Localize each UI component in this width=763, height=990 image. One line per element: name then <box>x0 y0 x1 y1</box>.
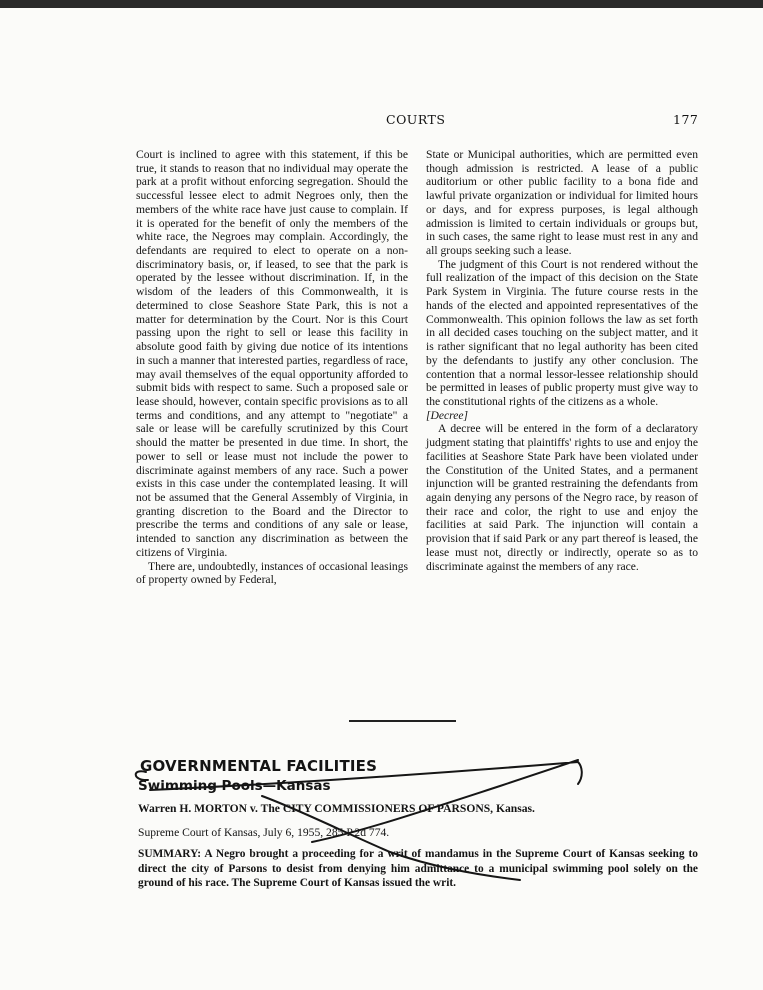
section-subtitle: Swimming Pools—Kansas <box>138 778 331 794</box>
case-title: Warren H. MORTON v. The CITY COMMISSIONERS OF PARSONS, Kansas. <box>138 802 535 815</box>
section-title: GOVERNMENTAL FACILITIES <box>140 757 378 775</box>
left-paragraph-2: There are, undoubtedly, instances of occasional leasings of property owned by Federal, <box>136 559 409 587</box>
right-column <box>426 148 698 573</box>
right-paragraph-3: A decree will be entered in the form of a declaratory judgment stating that plaintiffs' rights to use and enjoy the facilities at Seashore State Park have been violated under the Constitution of the United States, and a permanent injunction will be granted restraining the defendants from again denying any persons of the Negro race, by reason of their race and color, the right to use and enjoy the facilities at said Park. The injunction will contain a provision that if said Park or any part thereof is leased, the lease must not, directly or indirectly, operate so as to discriminate against the members of any race. <box>426 422 698 573</box>
running-header: COURTS <box>386 112 446 127</box>
decree-heading: [Decree] <box>426 408 469 422</box>
left-paragraph-1: Court is inclined to agree with this statement, if this be true, it stands to reason that no individual may operate the park at a profit without enforcing segregation. Should the successful lessee elect to admit Negroes only, then the members of the white race have just cause to complain. If it is operated for the benefit of only the members of the white race, the Negroes may complain. Accordingly, the defendants are required to elect to operate on a non-discriminatory basis, or, if leased, to see that the park is operated by the lessee without discrimination. If, in the wisdom of the leaders of this Commonwealth, it is determined to close Seashore State Park, this is not a matter for determination by the Court. Nor is this Court passing upon the right to sell or lease this facility in absolute good faith by giving due notice of its intentions in such a manner that interested parties, regardless of race, may avail themselves of the equal opportunity afforded to submit bids with respect to same. Such a proposed sale or lease should, however, contain specific provisions as to all terms and conditions, and any attempt to "negotiate" a sale or lease will be carefully scrutinized by this Court should the matter be presented in due time. In short, the power to sell or lease must not include the power to discriminate against members of any race. Such a power exists in this case under the contemplated leasing. It will not be assumed that the General Assembly of Virginia, in granting discretion to the Board and the Director to prescribe the terms and conditions of any sale or lease, intended to sanction any discrimination as between the citizens of Virginia. <box>136 148 408 559</box>
case-summary: SUMMARY: A Negro brought a proceeding for a writ of mandamus in the Supreme Court of Kansas seeking to direct the city of Parsons to desist from denying him admittance to a municipal swimming pool solely on the ground of his race. The Supreme Court of Kansas issued the writ. <box>138 848 698 890</box>
left-column <box>136 148 408 587</box>
right-paragraph-2: The judgment of this Court is not rendered without the full realization of the impact of this decision on the State Park System in Virginia. The future course rests in the hands of the elected and appointed representatives of the Commonwealth. This opinion follows the law as set forth in all decided cases touching on the subject matter, and it is rather significant that no legal authority has been cited by the defendants to justify any other conclusion. The contention that a normal lessor-lessee relationship should be permitted in leases of public property must give way to the constitutional rights of the citizens as a whole. <box>426 257 698 408</box>
page-number: 177 <box>673 112 699 127</box>
right-paragraph-1: State or Municipal authorities, which are permitted even though admission is restricted. A lease of a public auditorium or other public facility to a bona fide and lawful private organization or individual for limited hours or days, and for express purposes, is legal although admission is limited to certain individuals or groups but, in such cases, the same right to lease must rest in any and all groups seeking such a lease. <box>426 148 698 258</box>
section-divider <box>349 720 456 722</box>
page-top-border <box>0 0 763 8</box>
court-citation: Supreme Court of Kansas, July 6, 1955, 285 P.2d 774. <box>138 826 390 839</box>
